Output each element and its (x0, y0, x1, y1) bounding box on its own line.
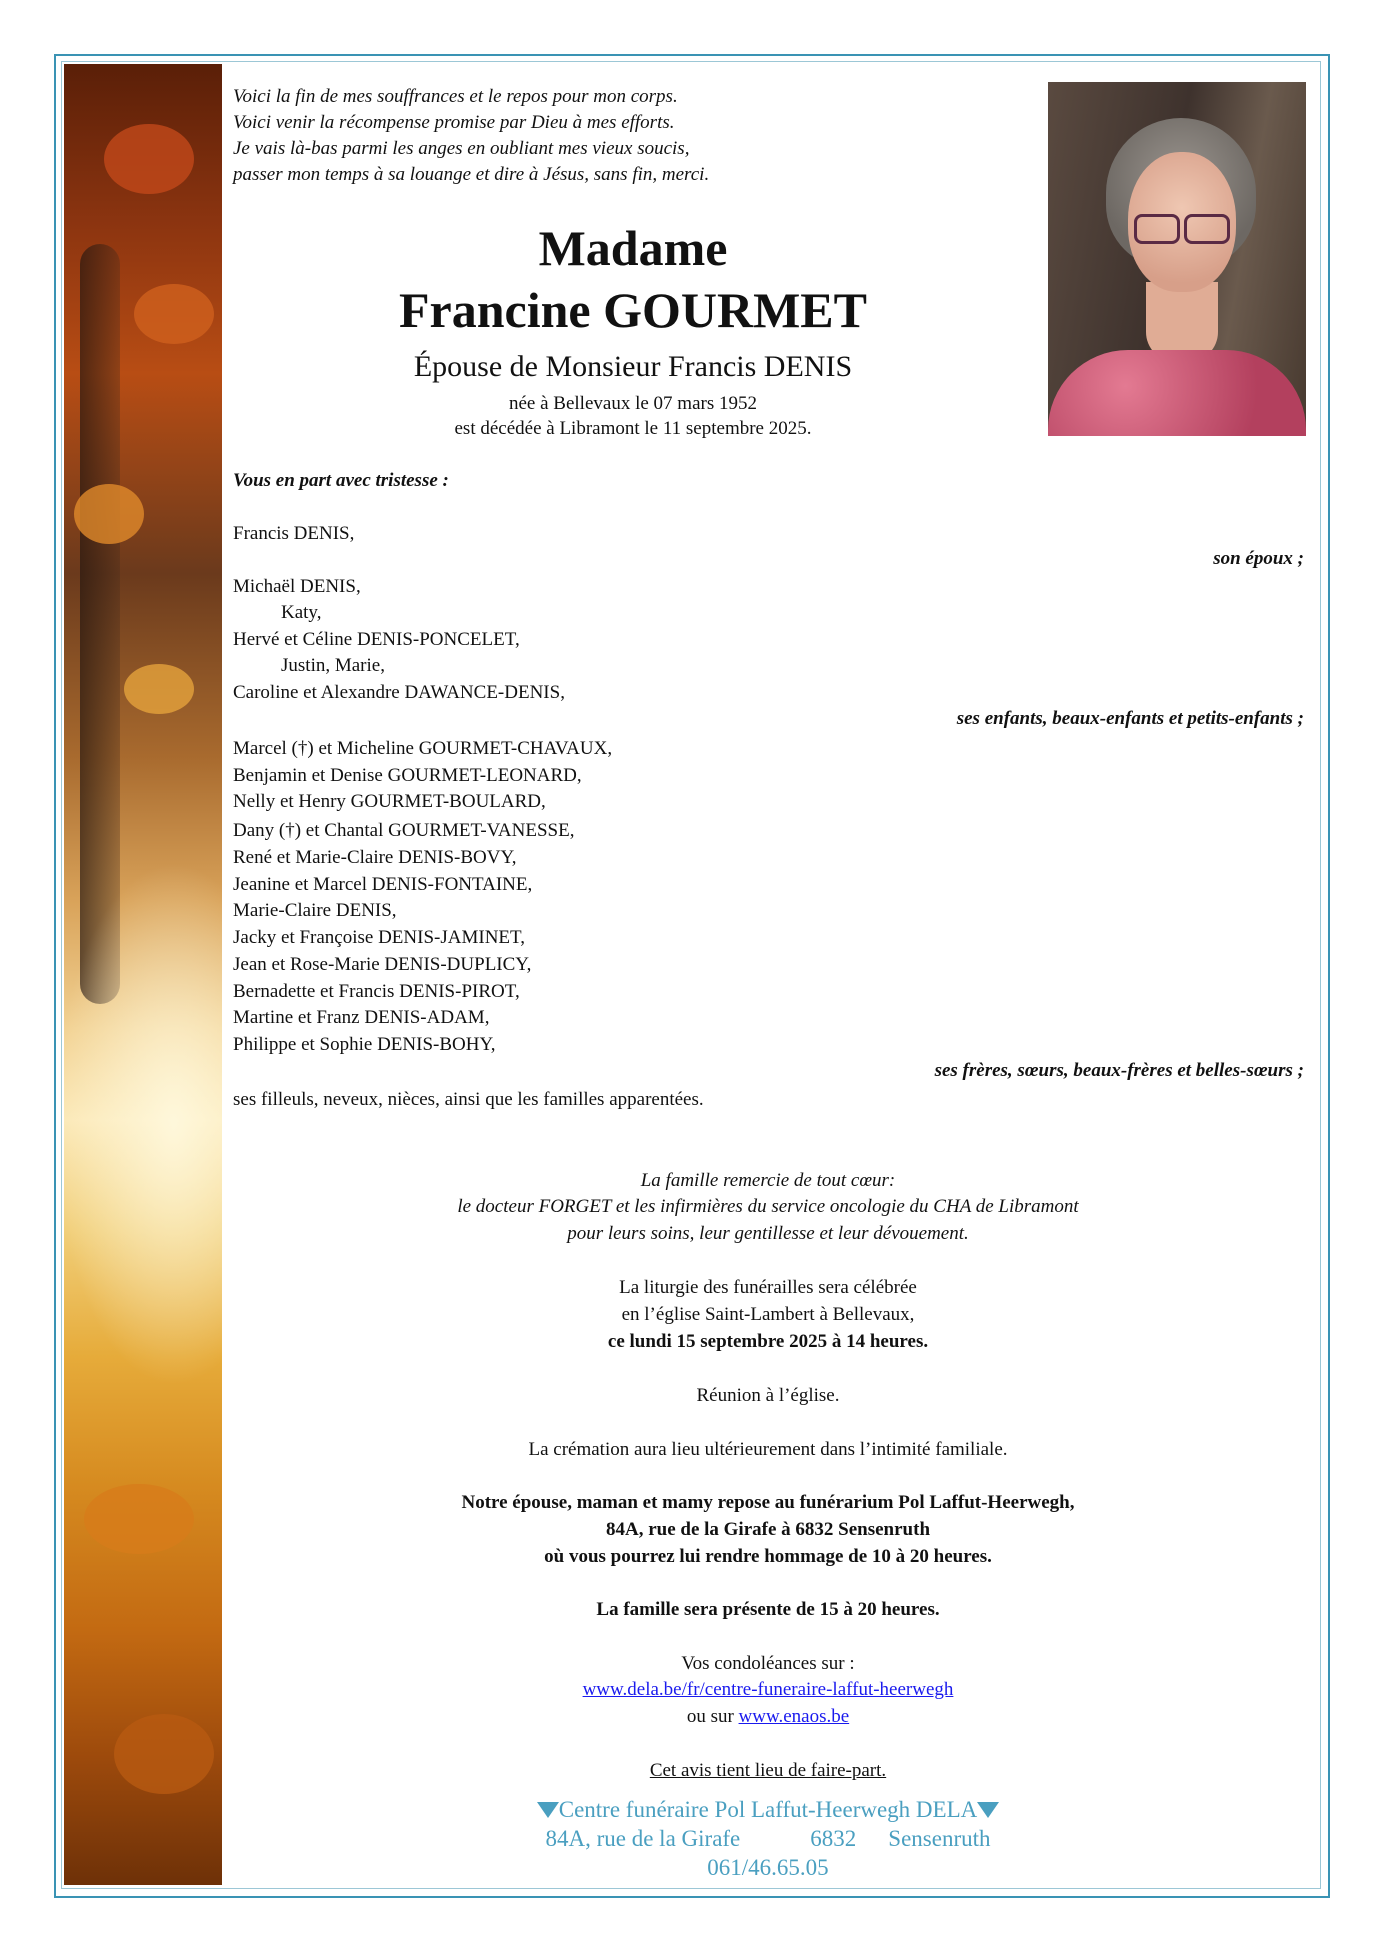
enaos-link[interactable]: www.enaos.be (738, 1706, 850, 1727)
family-member: Bernadette et Francis DENIS-PIROT, (233, 981, 520, 1002)
family-member: Katy, (281, 602, 322, 623)
honorific: Madame (538, 220, 728, 276)
leaf-cluster (114, 1714, 214, 1794)
condolences-intro: Vos condoléances sur : (681, 1653, 855, 1674)
family-member: Marcel (†) et Micheline GOURMET-CHAVAUX, (233, 738, 613, 759)
floral-shirt (1048, 350, 1306, 436)
triangle-down-icon (537, 1802, 559, 1818)
family-member: Michaël DENIS, (233, 576, 361, 597)
liturgy-line: La liturgie des funérailles sera célébrée (619, 1277, 917, 1298)
liturgy-date: ce lundi 15 septembre 2025 à 14 heures. (607, 1331, 929, 1352)
leaf-cluster (104, 124, 194, 194)
family-member: Hervé et Céline DENIS-PONCELET, (233, 629, 520, 650)
leaf-cluster (134, 284, 214, 344)
spouse-name: Francis DENIS, (233, 523, 355, 544)
extended-family: ses filleuls, neveux, nièces, ainsi que les familles apparentées. (233, 1089, 704, 1110)
thanks-line: La famille remercie de tout cœur: (640, 1170, 896, 1191)
siblings-label: ses frères, sœurs, beaux-frères et belles-sœurs ; (934, 1060, 1304, 1081)
liturgy-line: en l’église Saint-Lambert à Bellevaux, (621, 1304, 915, 1325)
family-member: Philippe et Sophie DENIS-BOHY, (233, 1034, 496, 1055)
footer-phone: 061/46.65.05 (707, 1855, 829, 1880)
footer-address-row (233, 1825, 1303, 1853)
footer-postcode: 6832 (810, 1826, 857, 1851)
family-member: Martine et Franz DENIS-ADAM, (233, 1007, 490, 1028)
poem (233, 84, 709, 188)
spouse-line: Épouse de Monsieur Francis DENIS (413, 350, 853, 383)
glasses-right-lens (1184, 214, 1230, 244)
or-label: ou sur (686, 1706, 734, 1727)
triangle-down-icon (977, 1802, 999, 1818)
thanks-line: le docteur FORGET et les infirmières du service oncologie du CHA de Libramont (457, 1196, 1079, 1217)
family-member: Justin, Marie, (281, 655, 385, 676)
leaf-cluster (74, 484, 144, 544)
portrait-photo (1048, 82, 1306, 436)
footer-street: 84A, rue de la Girafe (545, 1826, 741, 1851)
children-label: ses enfants, beaux-enfants et petits-enfants ; (956, 708, 1304, 729)
birth-line: née à Bellevaux le 07 mars 1952 (509, 393, 757, 414)
family-member: René et Marie-Claire DENIS-BOVY, (233, 847, 517, 868)
family-member: Caroline et Alexandre DAWANCE-DENIS, (233, 682, 565, 703)
glasses-left-lens (1134, 214, 1180, 244)
footer-city: Sensenruth (888, 1826, 991, 1851)
funerarium-line: Notre épouse, maman et mamy repose au funérarium Pol Laffut-Heerwegh, (461, 1492, 1075, 1513)
footer-company-row (233, 1796, 1303, 1824)
family-member: Jeanine et Marcel DENIS-FONTAINE, (233, 874, 533, 895)
family-member: Benjamin et Denise GOURMET-LEONARD, (233, 765, 582, 786)
poem-line: passer mon temps à sa louange et dire à Jésus, sans fin, merci. (233, 164, 710, 185)
notice-row (233, 1758, 1303, 1784)
family-member: Jacky et Françoise DENIS-JAMINET, (233, 927, 525, 948)
leaf-cluster (84, 1484, 194, 1554)
cremation-notice: La crémation aura lieu ultérieurement dans l’intimité familiale. (528, 1439, 1008, 1460)
family-member: Jean et Rose-Marie DENIS-DUPLICY, (233, 954, 532, 975)
autumn-forest-banner (64, 64, 222, 1885)
family-member: Nelly et Henry GOURMET-BOULARD, (233, 791, 546, 812)
family-presence: La famille sera présente de 15 à 20 heures. (596, 1599, 940, 1620)
family-intro: Vous en part avec tristesse : (233, 470, 449, 491)
leaf-cluster (124, 664, 194, 714)
family-member: Marie-Claire DENIS, (233, 900, 397, 921)
reunion-notice: Réunion à l’église. (696, 1385, 840, 1406)
condolences-link-row (233, 1677, 1303, 1703)
dela-link[interactable]: www.dela.be/fr/centre-funeraire-laffut-heerwegh (582, 1679, 954, 1700)
family-member: Dany (†) et Chantal GOURMET-VANESSE, (233, 820, 575, 841)
poem-line: Voici venir la récompense promise par Dieu à mes efforts. (233, 112, 675, 133)
poem-line: Je vais là-bas parmi les anges en oubliant mes vieux soucis, (233, 138, 690, 159)
deceased-name: Francine GOURMET (398, 282, 868, 338)
spouse-label: son époux ; (1213, 548, 1304, 569)
poem-line: Voici la fin de mes souffrances et le repos pour mon corps. (233, 86, 678, 107)
thanks-line: pour leurs soins, leur gentillesse et leur dévouement. (567, 1223, 969, 1244)
funerarium-line: où vous pourrez lui rendre hommage de 10 à 20 heures. (544, 1546, 992, 1567)
death-line: est décédée à Libramont le 11 septembre 2025. (454, 418, 812, 439)
faire-part-notice: Cet avis tient lieu de faire-part. (649, 1760, 887, 1781)
footer-company: Centre funéraire Pol Laffut-Heerwegh DELA (558, 1797, 978, 1822)
condolences-alt-row (233, 1704, 1303, 1730)
funerarium-line: 84A, rue de la Girafe à 6832 Sensenruth (605, 1519, 931, 1540)
